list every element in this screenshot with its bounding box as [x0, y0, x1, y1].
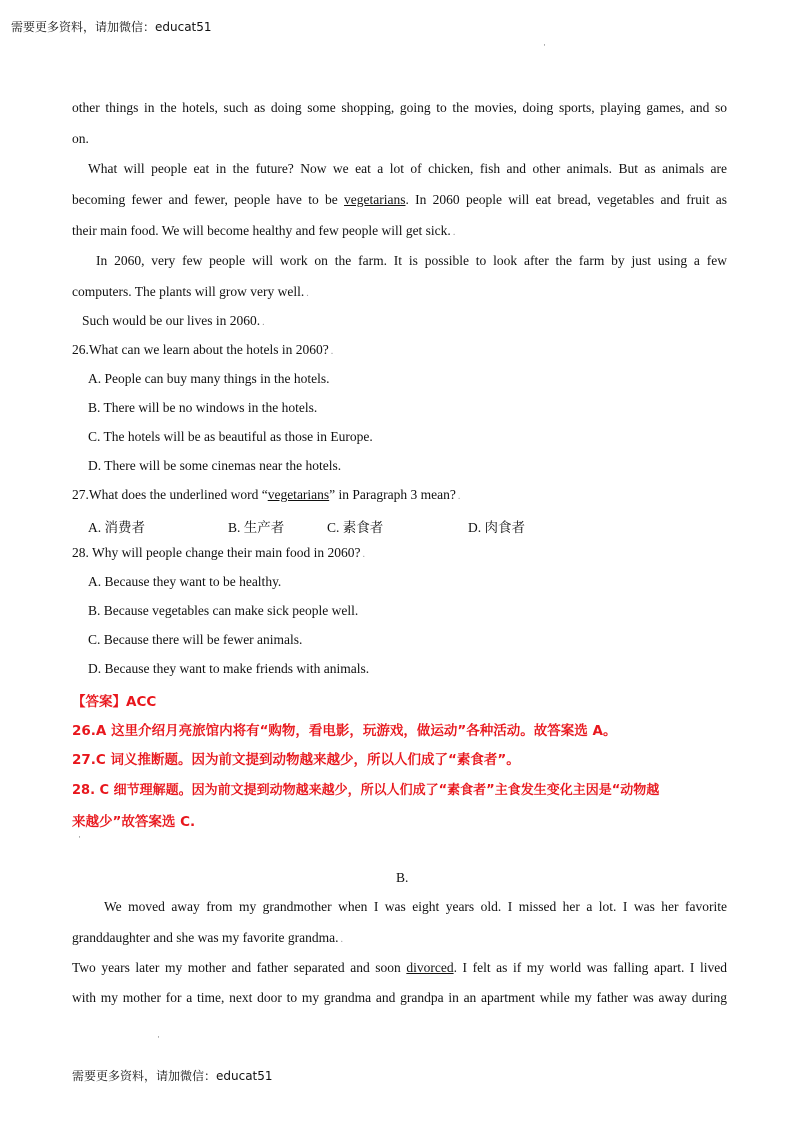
passage-b-heading: B. — [396, 870, 409, 885]
passage-a-p3-line-1: In 2060, very few people will work on the farm. It is possible to look after the farm by just using a few — [96, 253, 727, 268]
footer-note: 需要更多资料，请加微信：educat51 — [72, 1069, 273, 1083]
question-27-option-a: A. 消费者 — [88, 520, 145, 535]
passage-a-line-2: on. — [72, 131, 89, 146]
question-26-option-c: C. The hotels will be as beautiful as those in Europe. — [88, 429, 373, 444]
passage-a-p2-line-2: becoming fewer and fewer, people have to be vegetarians. In 2060 people will eat bread, vegetables and fruit as — [72, 192, 727, 207]
question-28-option-d: D. Because they want to make friends with animals. — [88, 661, 370, 676]
answer-explanation-28-line-1: 28. C 细节理解题。因为前文提到动物越来越少，所以人们成了“素食者”主食发生变化主因是“动物越 — [72, 783, 660, 798]
underlined-word-vegetarians-q27: vegetarians — [267, 487, 330, 502]
question-26-option-d: D. There will be some cinemas near the hotels. — [88, 458, 342, 473]
margin-dot: · — [157, 1032, 160, 1042]
question-28-option-c: C. Because there will be fewer animals. — [88, 632, 303, 647]
passage-b-line-4: with my mother for a time, next door to my grandma and grandpa in an apartment while my father was away during — [72, 990, 727, 1005]
passage-b-line-1: We moved away from my grandmother when I was eight years old. I missed her a lot. I was her favorite — [104, 899, 727, 914]
margin-dot: · — [78, 832, 81, 842]
answer-explanation-28-line-2: 来越少”故答案选 C. — [72, 814, 196, 830]
passage-a-line-1: other things in the hotels, such as doing some shopping, going to the movies, doing sports, playing games, and so — [72, 100, 727, 115]
question-28-stem: 28. Why will people change their main food in 2060? . — [72, 545, 365, 560]
passage-b-line-2: granddaughter and she was my favorite grandma. . — [72, 930, 344, 945]
answer-key: 【答案】ACC — [72, 694, 157, 710]
header-note: 需要更多资料，请加微信：educat51 — [11, 20, 212, 34]
question-28-option-b: B. Because vegetables can make sick people well. — [88, 603, 359, 618]
passage-a-p3-line-2: computers. The plants will grow very well. . — [72, 284, 309, 299]
question-27-option-b: B. 生产者 — [228, 520, 285, 535]
passage-a-p2-line-3: their main food. We will become healthy and few people will get sick. . — [72, 223, 456, 238]
margin-dot: · — [543, 40, 546, 50]
question-27-option-c: C. 素食者 — [327, 520, 384, 535]
question-27-stem: 27.What does the underlined word “vegetarians” in Paragraph 3 mean? . — [72, 487, 461, 502]
question-26-stem: 26.What can we learn about the hotels in 2060? . — [72, 342, 334, 357]
underlined-word-vegetarians: vegetarians — [344, 192, 406, 207]
question-28-option-a: A. Because they want to be healthy. — [88, 574, 282, 589]
underlined-word-divorced: divorced — [406, 960, 454, 975]
question-26-option-b: B. There will be no windows in the hotels. — [88, 400, 318, 415]
answer-explanation-26: 26.A 这里介绍月亮旅馆内将有“购物，看电影，玩游戏，做运动”各种活动。故答案选 A。 — [72, 723, 617, 739]
passage-a-p2-line-1: What will people eat in the future? Now we eat a lot of chicken, fish and other animals. But as animals are — [88, 161, 727, 176]
answer-explanation-27: 27.C 词义推断题。因为前文提到动物越来越少，所以人们成了“素食者”。 — [72, 752, 520, 768]
question-26-option-a: A. People can buy many things in the hotels. — [88, 371, 330, 386]
passage-a-p4-line-1: Such would be our lives in 2060. . — [82, 313, 265, 328]
question-27-option-d: D. 肉食者 — [468, 520, 525, 535]
passage-b-line-3: Two years later my mother and father separated and soon divorced. I felt as if my world was falling apart. I lived — [72, 960, 727, 975]
